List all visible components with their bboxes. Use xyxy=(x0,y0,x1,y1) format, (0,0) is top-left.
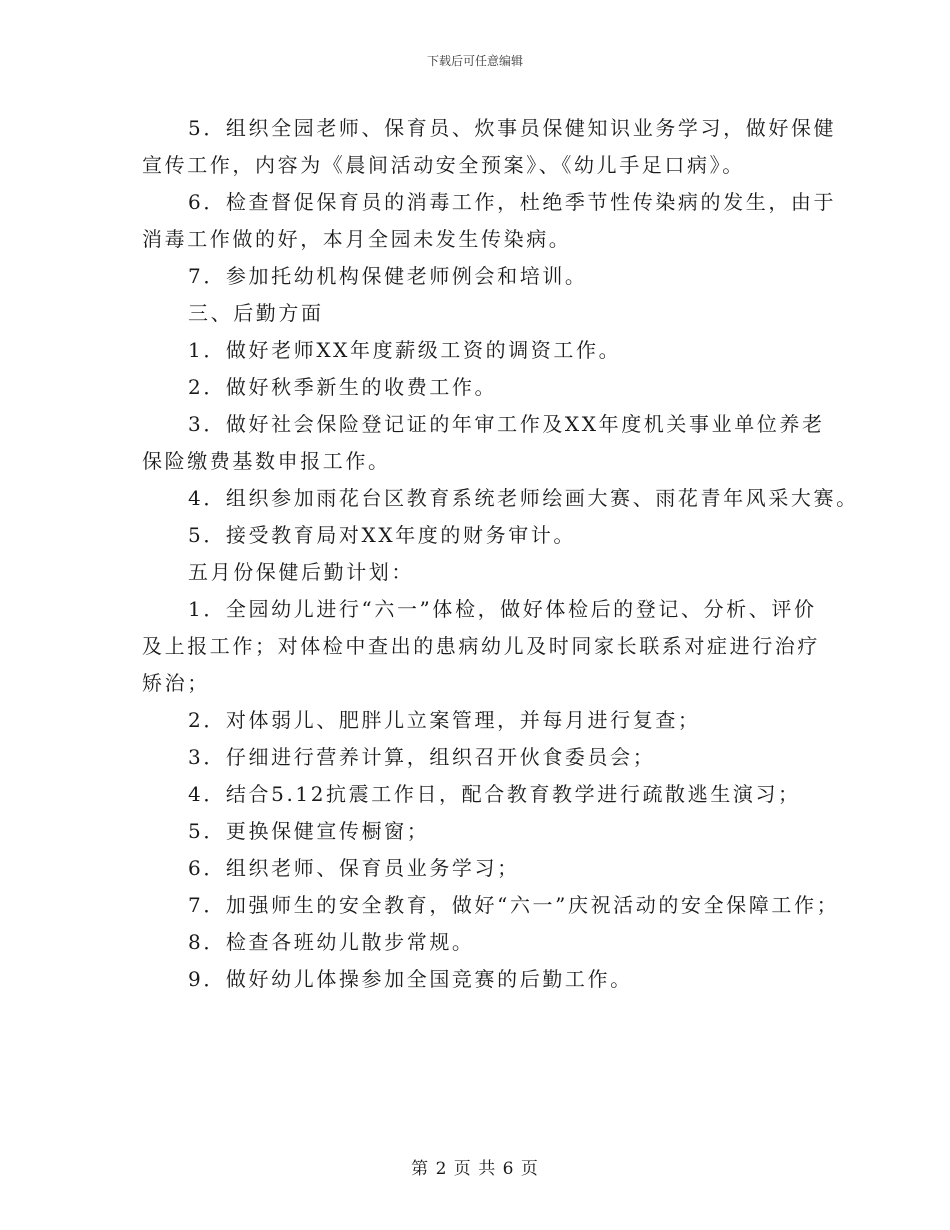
body-line: 3．仔细进行营养计算，组织召开伙食委员会； xyxy=(188,745,656,769)
body-line: 5．接受教育局对XX年度的财务审计。 xyxy=(188,523,577,547)
section-heading: 五月份保健后勤计划： xyxy=(188,560,414,584)
body-line: 3．做好社会保险登记证的年审工作及XX年度机关事业单位养老 xyxy=(188,412,825,436)
page-number: 第 2 页 共 6 页 xyxy=(411,1159,539,1179)
body-line: 5．组织全园老师、保育员、炊事员保健知识业务学习，做好保健 xyxy=(188,116,837,140)
document-body xyxy=(142,110,859,998)
body-line: 1．全园幼儿进行“六一”体检，做好体检后的登记、分析、评价 xyxy=(188,597,817,621)
body-line: 6．检查督促保育员的消毒工作，杜绝季节性传染病的发生，由于 xyxy=(188,190,837,214)
body-line: 2．做好秋季新生的收费工作。 xyxy=(188,375,498,399)
body-line: 宣传工作，内容为《晨间活动安全预案》、《幼儿手足口病》。 xyxy=(142,153,745,177)
body-line: 6．组织老师、保育员业务学习； xyxy=(188,856,520,880)
body-line: 8．检查各班幼儿散步常规。 xyxy=(188,930,475,954)
body-line: 5．更换保健宣传橱窗； xyxy=(188,819,430,843)
body-line: 7．参加托幼机构保健老师例会和培训。 xyxy=(188,264,588,288)
body-line: 4．组织参加雨花台区教育系统老师绘画大赛、雨花青年风采大赛。 xyxy=(188,486,859,510)
body-line: 及上报工作；对体检中查出的患病幼儿及时同家长联系对症进行治疗 xyxy=(142,634,820,658)
page-header: 下载后可任意编辑 xyxy=(426,54,523,68)
body-line: 保险缴费基数申报工作。 xyxy=(142,449,391,473)
body-line: 矫治； xyxy=(142,671,210,695)
body-line: 4．结合5.12抗震工作日，配合教育教学进行疏散逃生演习； xyxy=(188,782,801,806)
section-heading: 三、后勤方面 xyxy=(188,301,324,325)
body-line: 7．加强师生的安全教育，做好“六一”庆祝活动的安全保障工作； xyxy=(188,893,840,917)
body-line: 1．做好老师XX年度薪级工资的调资工作。 xyxy=(188,338,622,362)
body-line: 消毒工作做的好，本月全园未发生传染病。 xyxy=(142,227,572,251)
body-line: 2．对体弱儿、肥胖儿立案管理，并每月进行复查； xyxy=(188,708,701,732)
body-line: 9．做好幼儿体操参加全国竞赛的后勤工作。 xyxy=(188,967,633,991)
